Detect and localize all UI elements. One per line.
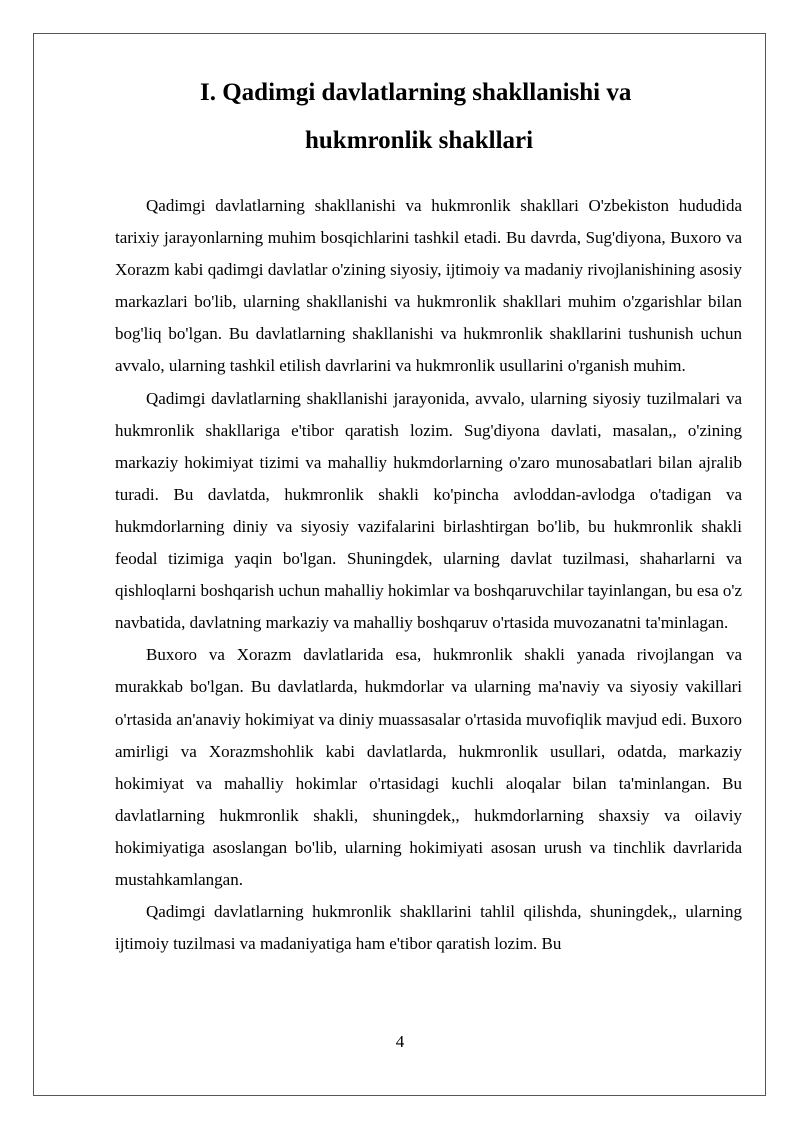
paragraph-2: Qadimgi davlatlarning shakllanishi jarayonida, avvalo, ularning siyosiy tuzilmalari va hukmronlik shakllariga e'tibor qaratish lozim. Sug'diyona davlati, masalan,, o'zining markaziy hokimiyat tizimi va mahalliy hukmdorlarning o'zaro munosabatlari bilan ajralib turadi. Bu davlatda, hukmronlik shakli ko'pincha avloddan-avlodga o'tadigan va hukmdorlarning diniy va siyosiy vazifalarini birlashtirgan bo'lib, bu hukmronlik shakli feodal tizimiga yaqin bo'lgan. Shuningdek, ularning davlat tuzilmasi, shaharlarni va qishloqlarni boshqarish uchun mahalliy hokimlar va boshqaruvchilar tayinlangan, bu esa o'z navbatida, davlatning markaziy va mahalliy boshqaruv o'rtasida muvozanatni ta'minlagan. — [115, 388, 742, 633]
paragraph-3: Buxoro va Xorazm davlatlarida esa, hukmronlik shakli yanada rivojlangan va murakkab bo'lgan. Bu davlatlarda, hukmdorlar va ularning ma'naviy va siyosiy vakillari o'rtasida an'anaviy hokimiyat va diniy muassasalar o'rtasida muvofiqlik mavjud edi. Buxoro amirligi va Xorazmshohlik kabi davlatlarda, hukmronlik usullari, odatda, markaziy hokimiyat va mahalliy hokimlar o'rtasidagi kuchli aloqalar bilan ta'minlangan. Bu davlatlarning hukmronlik shakli, shuningdek,, hukmdorlarning shaxsiy va oilaviy hokimiyatiga asoslangan bo'lib, ularning hokimiyati asosan urush va tinchlik davrlarida mustahkamlangan. — [115, 645, 742, 889]
paragraph-1: Qadimgi davlatlarning shakllanishi va hukmronlik shakllari O'zbekiston hududida tarixiy jarayonlarning muhim bosqichlarini tashkil etadi. Bu davrda, Sug'diyona, Buxoro va Xorazm kabi qadimgi davlatlar o'zining siyosiy, ijtimoiy va madaniy rivojlanishining asosiy markazlari bo'lib, ularning shakllanishi va hukmronlik shakllari muhim o'zgarishlar bilan bog'liq bo'lgan. Bu davlatlarning shakllanishi va hukmronlik shakllarini tushunish uchun avvalo, ularning tashkil etilish davrlarini va hukmronlik usullarini o'rganish muhim. — [115, 196, 742, 376]
page-number: 4 — [395, 1032, 405, 1051]
section-title-line-2: hukmronlik shakllari — [305, 127, 534, 154]
paragraph-4: Qadimgi davlatlarning hukmronlik shakllarini tahlil qilishda, shuningdek,, ularning ijtimoiy tuzilmasi va madaniyatiga ham e'tibor qaratish lozim. Bu — [115, 902, 742, 954]
body-text — [115, 190, 742, 960]
section-title-line-1: I. Qadimgi davlatlarning shakllanishi va — [200, 79, 632, 106]
